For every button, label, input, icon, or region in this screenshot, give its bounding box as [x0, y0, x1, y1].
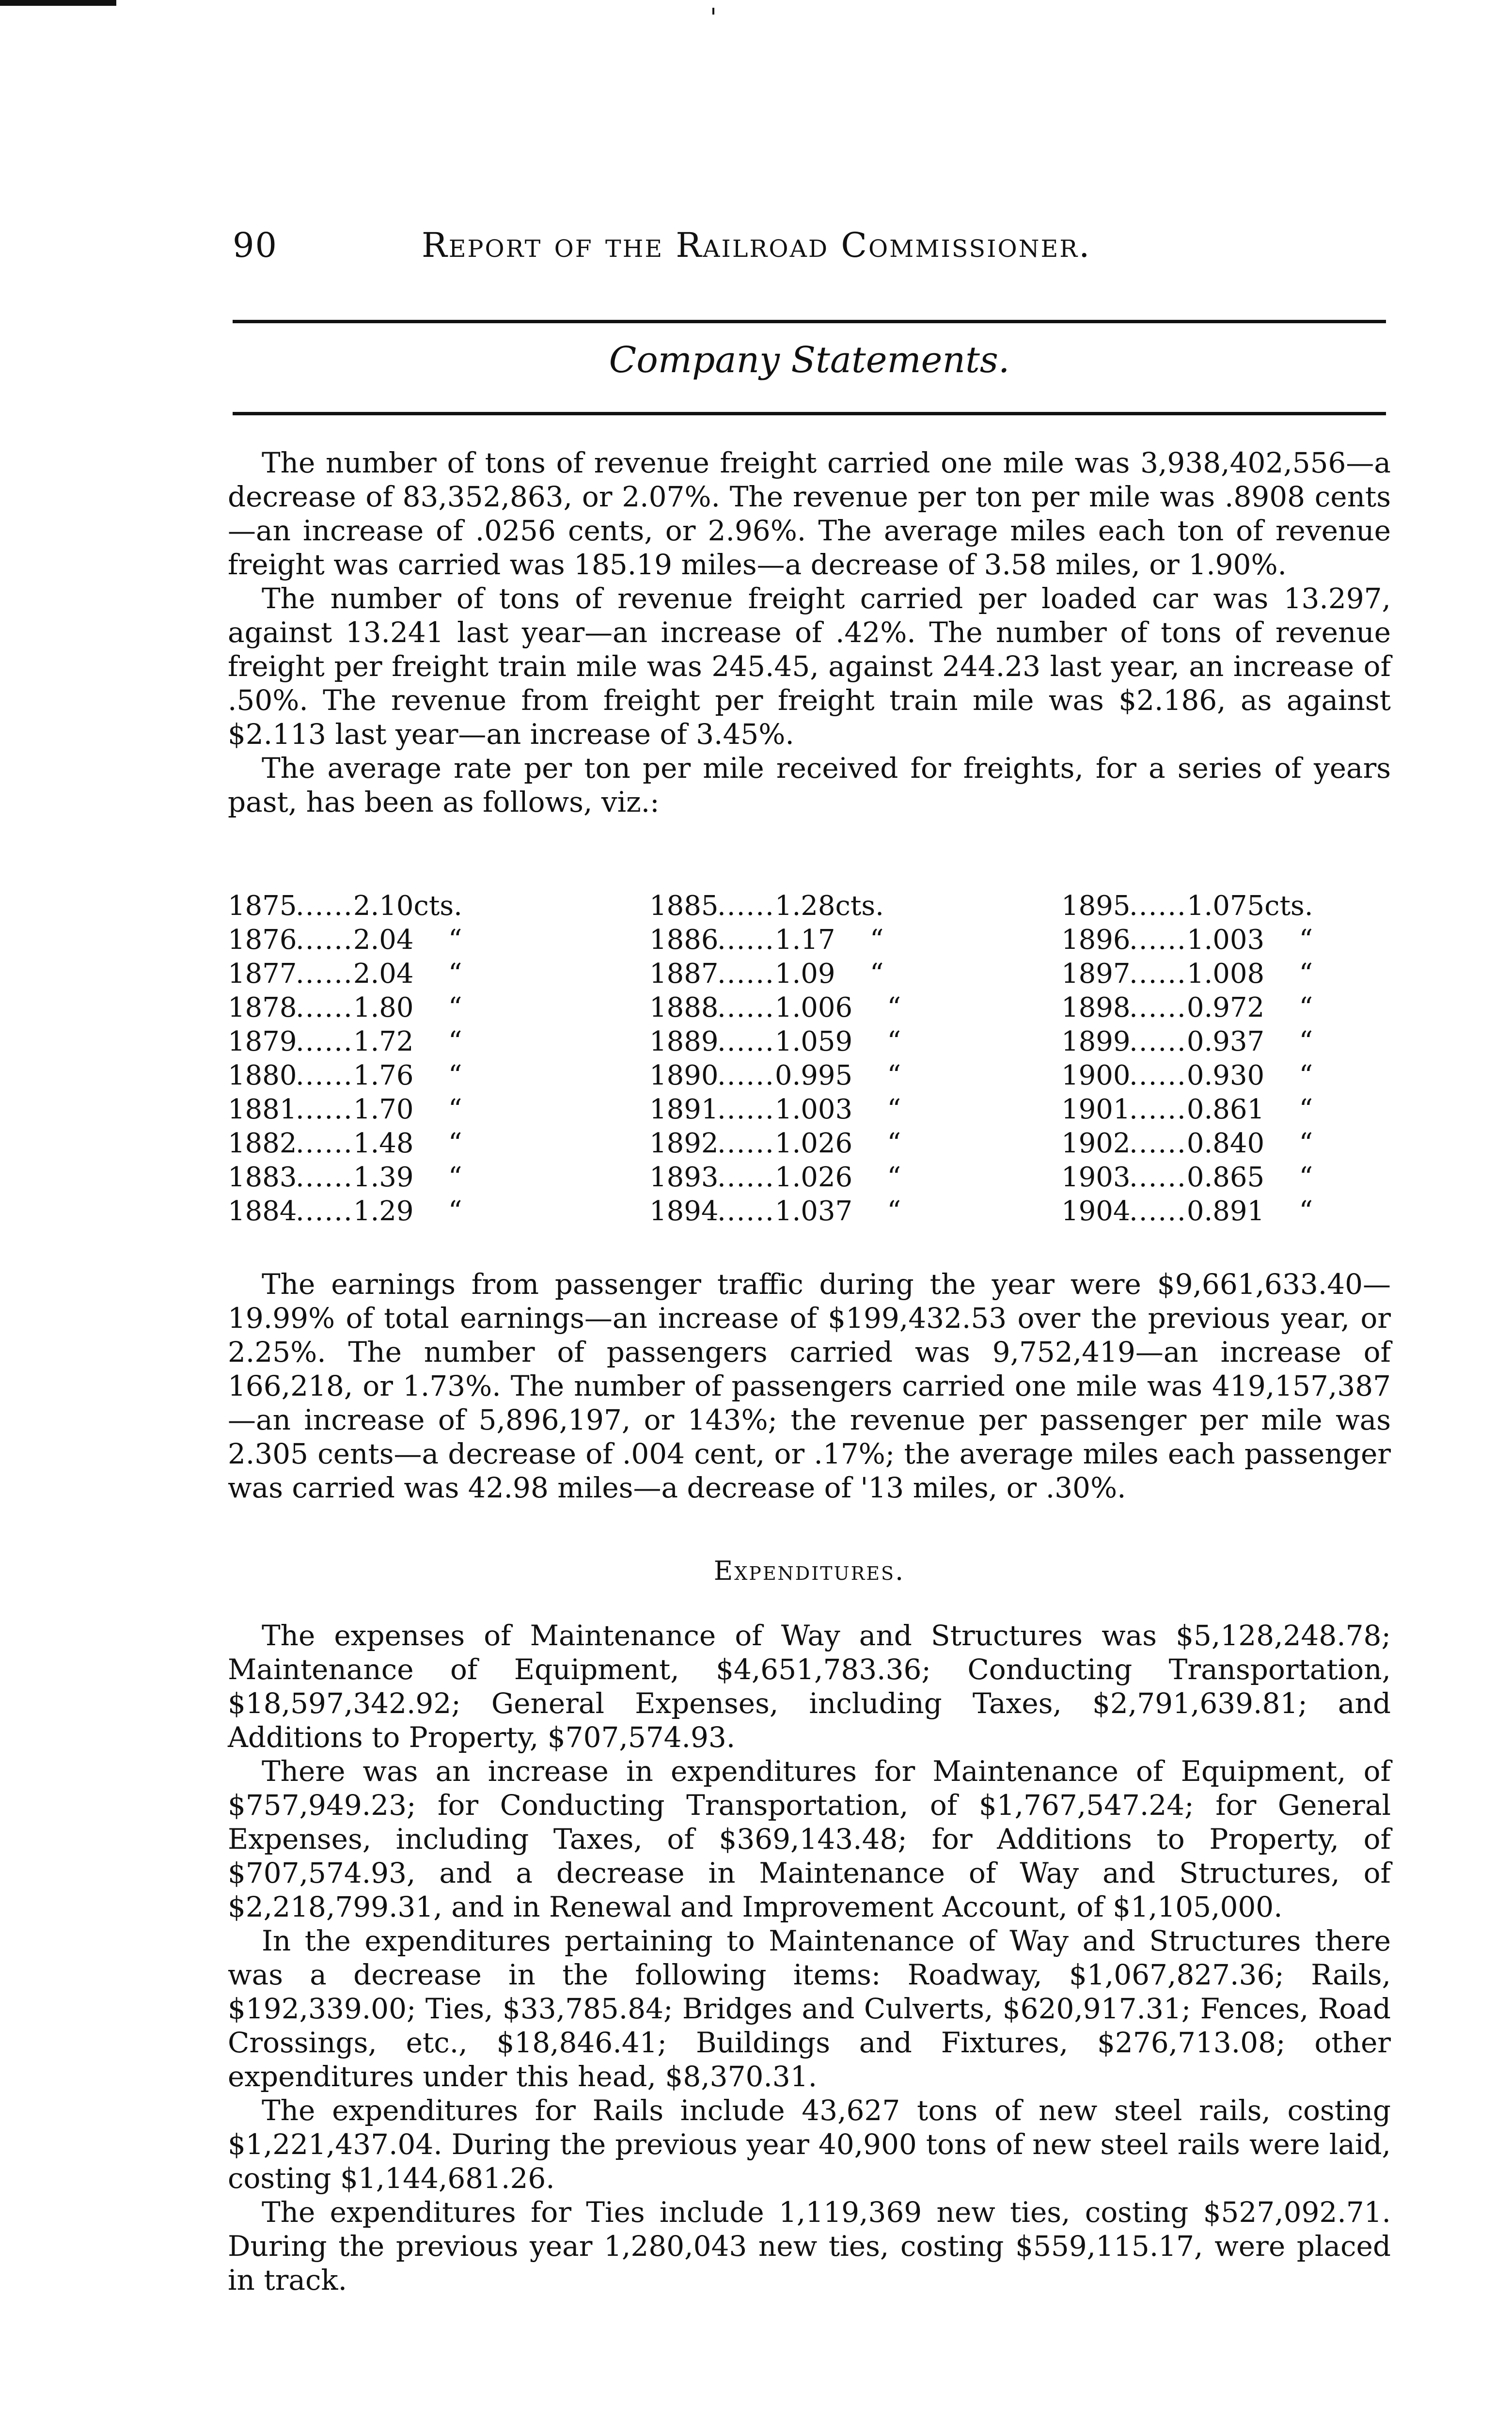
- rate-leader: ......: [717, 890, 775, 922]
- rate-leader: ......: [296, 1162, 353, 1193]
- rate-leader: ......: [296, 890, 353, 922]
- rate-year: 1876: [228, 924, 297, 956]
- rate-value: 0.972: [1186, 992, 1265, 1023]
- rate-column: [649, 889, 1027, 1228]
- rate-value: 1.003: [1186, 924, 1265, 956]
- rate-leader: ......: [296, 958, 353, 990]
- rate-leader: ......: [717, 1026, 775, 1057]
- rate-year: 1887: [649, 958, 719, 990]
- rate-leader: ......: [1129, 1026, 1187, 1057]
- rate-value: 1.70: [353, 1094, 414, 1125]
- rate-unit: “: [1299, 992, 1313, 1023]
- rate-year: 1900: [1061, 1060, 1131, 1091]
- rate-unit: “: [448, 992, 462, 1023]
- rate-value: 0.930: [1186, 1060, 1265, 1091]
- passenger-section: [228, 1267, 1391, 1505]
- rate-leader: ......: [717, 1128, 775, 1159]
- rate-year: 1880: [228, 1060, 297, 1091]
- rate-unit: “: [887, 992, 901, 1023]
- rate-row: [649, 957, 1027, 991]
- rate-leader: ......: [717, 1162, 775, 1193]
- rate-leader: ......: [1129, 1162, 1187, 1193]
- rate-year: 1894: [649, 1196, 719, 1227]
- rate-value: 1.29: [353, 1196, 414, 1227]
- rate-value: 0.937: [1186, 1026, 1265, 1057]
- print-speck: [712, 8, 714, 15]
- rate-year: 1892: [649, 1128, 719, 1159]
- rate-value: 1.026: [774, 1162, 853, 1193]
- rate-row: [228, 1161, 606, 1195]
- rate-row: [1061, 1059, 1439, 1093]
- paragraph: The expenses of Maintenance of Way and Structures was $5,128,248.78; Maintenance of Equipment, $4,651,783.36; Conducting Transportation, $18,597,342.92; General Expenses, including Taxes, $2,791,639.81; and Additions to Property, $707,574.93.: [228, 1619, 1391, 1754]
- rate-row: [649, 923, 1027, 957]
- rate-row: [1061, 1161, 1439, 1195]
- rate-unit: “: [887, 1026, 901, 1057]
- rate-unit: “: [887, 1196, 901, 1227]
- rate-row: [228, 991, 606, 1025]
- rate-unit: “: [869, 924, 884, 956]
- rate-leader: ......: [296, 924, 353, 956]
- rate-unit: “: [869, 958, 884, 990]
- rate-row: [649, 1059, 1027, 1093]
- rate-leader: ......: [717, 992, 775, 1023]
- rate-year: 1897: [1061, 958, 1131, 990]
- section-title: Company Statements.: [609, 339, 1010, 381]
- rate-unit: “: [1299, 1026, 1313, 1057]
- rate-row: [1061, 1025, 1439, 1059]
- rate-unit: “: [1299, 1162, 1313, 1193]
- rate-unit: “: [448, 1094, 462, 1125]
- rate-value: 1.76: [353, 1060, 414, 1091]
- rate-row: [1061, 1195, 1439, 1228]
- paragraph: The number of tons of revenue freight carried per loaded car was 13.297, against 13.241 last year—an increase of .42%. The number of tons of revenue freight per freight train mile was 245.45, against 244.23 last year, an increase of .50%. The revenue from freight per freight train mile was $2.186, as against $2.113 last year—an increase of 3.45%.: [228, 582, 1391, 751]
- rate-year: 1889: [649, 1026, 719, 1057]
- rate-value: 1.17: [774, 924, 835, 956]
- rate-year: 1902: [1061, 1128, 1131, 1159]
- rate-year: 1890: [649, 1060, 719, 1091]
- rate-year: 1898: [1061, 992, 1131, 1023]
- rate-leader: ......: [296, 1128, 353, 1159]
- rate-year: 1903: [1061, 1162, 1131, 1193]
- rate-unit: “: [448, 1060, 462, 1091]
- rate-year: 1884: [228, 1196, 297, 1227]
- rate-unit: “: [448, 1162, 462, 1193]
- rate-row: [649, 1161, 1027, 1195]
- rate-unit: “: [887, 1162, 901, 1193]
- rate-year: 1899: [1061, 1026, 1131, 1057]
- print-speck: [0, 0, 116, 6]
- rate-row: [1061, 1127, 1439, 1161]
- rate-unit: “: [887, 1128, 901, 1159]
- rate-leader: ......: [1129, 1196, 1187, 1227]
- rate-row: [228, 1195, 606, 1228]
- page-number: 90: [233, 225, 278, 265]
- rate-leader: ......: [296, 1060, 353, 1091]
- rate-value: 1.48: [353, 1128, 414, 1159]
- rate-value: 2.10: [353, 890, 414, 922]
- rate-value: 0.891: [1186, 1196, 1265, 1227]
- rate-value: 0.861: [1186, 1094, 1265, 1125]
- rate-value: 1.075: [1186, 890, 1265, 922]
- rate-unit: “: [448, 1196, 462, 1227]
- expenditures-heading: Expenditures.: [713, 1556, 905, 1586]
- rate-unit: cts.: [835, 890, 884, 922]
- rate-row: [228, 957, 606, 991]
- rate-value: 1.059: [774, 1026, 853, 1057]
- rate-year: 1885: [649, 890, 719, 922]
- rate-unit: “: [448, 1026, 462, 1057]
- rate-unit: “: [448, 958, 462, 990]
- rate-value: 1.80: [353, 992, 414, 1023]
- top-rule: [233, 320, 1386, 323]
- rate-unit: cts.: [413, 890, 462, 922]
- rate-value: 1.28: [774, 890, 835, 922]
- rate-year: 1895: [1061, 890, 1131, 922]
- rate-leader: ......: [717, 1094, 775, 1125]
- rate-value: 2.04: [353, 924, 414, 956]
- rate-year: 1904: [1061, 1196, 1131, 1227]
- rate-row: [1061, 991, 1439, 1025]
- rate-year: 1883: [228, 1162, 297, 1193]
- rate-value: 1.09: [774, 958, 835, 990]
- rate-year: 1877: [228, 958, 297, 990]
- rate-row: [649, 1093, 1027, 1127]
- running-title: Report of the Railroad Commissioner.: [422, 225, 1091, 265]
- paragraph: The expenditures for Rails include 43,627 tons of new steel rails, costing $1,221,437.04. During the previous year 40,900 tons of new steel rails were laid, costing $1,144,681.26.: [228, 2094, 1391, 2195]
- rate-value: 2.04: [353, 958, 414, 990]
- rate-leader: ......: [1129, 890, 1187, 922]
- freight-rate-table: [228, 889, 1396, 1248]
- rate-leader: ......: [717, 1196, 775, 1227]
- rate-unit: “: [887, 1094, 901, 1125]
- rate-year: 1878: [228, 992, 297, 1023]
- paragraph: In the expenditures pertaining to Maintenance of Way and Structures there was a decrease in the following items: Roadway, $1,067,827.36; Rails, $192,339.00; Ties, $33,785.84; Bridges and Culverts, $620,917.31; Fences, Road Crossings, etc., $18,846.41; Buildings and Fixtures, $276,713.08; other expenditures under this head, $8,370.31.: [228, 1924, 1391, 2093]
- rate-row: [649, 889, 1027, 923]
- rate-leader: ......: [1129, 924, 1187, 956]
- rate-row: [649, 1195, 1027, 1228]
- rate-year: 1886: [649, 924, 719, 956]
- rate-value: 0.840: [1186, 1128, 1265, 1159]
- rate-row: [1061, 1093, 1439, 1127]
- rate-year: 1888: [649, 992, 719, 1023]
- rate-value: 1.39: [353, 1162, 414, 1193]
- rate-row: [228, 1025, 606, 1059]
- rate-row: [1061, 923, 1439, 957]
- rate-leader: ......: [1129, 992, 1187, 1023]
- rate-leader: ......: [296, 1094, 353, 1125]
- rate-unit: “: [1299, 924, 1313, 956]
- rate-leader: ......: [296, 992, 353, 1023]
- rate-unit: “: [448, 1128, 462, 1159]
- rate-value: 0.995: [774, 1060, 853, 1091]
- rate-leader: ......: [717, 924, 775, 956]
- rate-value: 1.026: [774, 1128, 853, 1159]
- rate-leader: ......: [717, 1060, 775, 1091]
- rate-row: [228, 889, 606, 923]
- rate-row: [649, 1025, 1027, 1059]
- rate-value: 0.865: [1186, 1162, 1265, 1193]
- rate-value: 1.037: [774, 1196, 853, 1227]
- rate-leader: ......: [296, 1026, 353, 1057]
- rate-unit: “: [1299, 1196, 1313, 1227]
- rate-year: 1891: [649, 1094, 719, 1125]
- rate-leader: ......: [296, 1196, 353, 1227]
- paragraph: The average rate per ton per mile received for freights, for a series of years past, has been as follows, viz.:: [228, 752, 1391, 818]
- rate-row: [1061, 957, 1439, 991]
- rate-row: [1061, 889, 1439, 923]
- rate-year: 1882: [228, 1128, 297, 1159]
- rate-year: 1901: [1061, 1094, 1131, 1125]
- rate-year: 1881: [228, 1094, 297, 1125]
- rate-unit: “: [448, 924, 462, 956]
- rate-leader: ......: [717, 958, 775, 990]
- paragraph: The number of tons of revenue freight carried one mile was 3,938,402,556—a decrease of 83,352,863, or 2.07%. The revenue per ton per mile was .8908 cents—an increase of .0256 cents, or 2.96%. The average miles each ton of revenue freight was carried was 185.19 miles—a decrease of 3.58 miles, or 1.90%.: [228, 446, 1391, 581]
- rate-value: 1.006: [774, 992, 853, 1023]
- rate-value: 1.008: [1186, 958, 1265, 990]
- rate-row: [228, 1093, 606, 1127]
- rate-unit: “: [1299, 1094, 1313, 1125]
- rate-year: 1893: [649, 1162, 719, 1193]
- rate-year: 1879: [228, 1026, 297, 1057]
- rate-row: [649, 1127, 1027, 1161]
- paragraph: There was an increase in expenditures for Maintenance of Equipment, of $757,949.23; for Conducting Transportation, of $1,767,547.24; for General Expenses, including Taxes, of $369,143.48; for Additions to Property, of $707,574.93, and a decrease in Maintenance of Way and Structures, of $2,218,799.31, and in Renewal and Improvement Account, of $1,105,000.: [228, 1755, 1391, 1923]
- rate-row: [228, 923, 606, 957]
- freight-section: [228, 446, 1391, 819]
- paragraph: The expenditures for Ties include 1,119,369 new ties, costing $527,092.71. During the previous year 1,280,043 new ties, costing $559,115.17, were placed in track.: [228, 2196, 1391, 2297]
- paragraph: The earnings from passenger traffic during the year were $9,661,633.40—19.99% of total earnings—an increase of $199,432.53 over the previous year, or 2.25%. The number of passengers carried was 9,752,419—an increase of 166,218, or 1.73%. The number of passengers carried one mile was 419,157,387—an increase of 5,896,197, or 143%; the revenue per passenger per mile was 2.305 cents—a decrease of .004 cent, or .17%; the average miles each passenger was carried was 42.98 miles—a decrease of '13 miles, or .30%.: [228, 1268, 1391, 1504]
- rate-leader: ......: [1129, 958, 1187, 990]
- rate-leader: ......: [1129, 1128, 1187, 1159]
- rate-unit: “: [1299, 1128, 1313, 1159]
- rate-column: [228, 889, 606, 1228]
- rate-value: 1.003: [774, 1094, 853, 1125]
- rate-unit: cts.: [1264, 890, 1313, 922]
- page-header: [233, 220, 1396, 279]
- rate-column: [1061, 889, 1439, 1228]
- expenditures-section: [228, 1619, 1391, 2297]
- rate-unit: “: [887, 1060, 901, 1091]
- rate-leader: ......: [1129, 1060, 1187, 1091]
- rate-row: [228, 1127, 606, 1161]
- rate-value: 1.72: [353, 1026, 414, 1057]
- rate-year: 1896: [1061, 924, 1131, 956]
- rate-unit: “: [1299, 958, 1313, 990]
- bottom-rule: [233, 412, 1386, 415]
- rate-year: 1875: [228, 890, 297, 922]
- rate-row: [228, 1059, 606, 1093]
- rate-leader: ......: [1129, 1094, 1187, 1125]
- rate-row: [649, 991, 1027, 1025]
- rate-unit: “: [1299, 1060, 1313, 1091]
